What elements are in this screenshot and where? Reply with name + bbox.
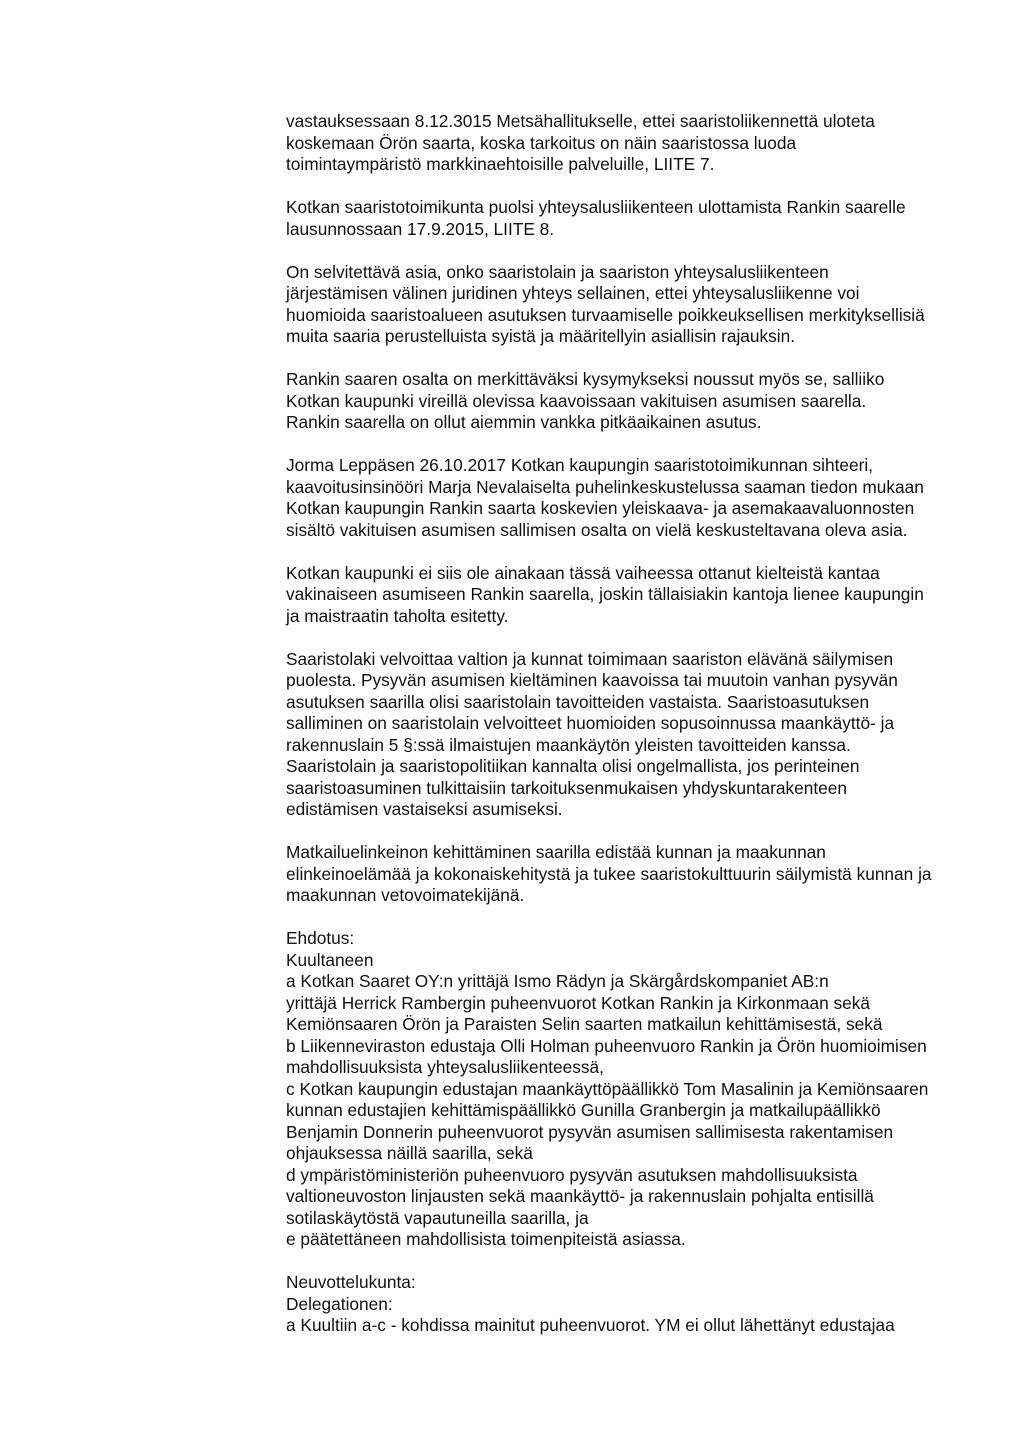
text-line: a Kuultiin a-c - kohdissa mainitut puheenvuorot. YM ei ollut lähettänyt edustajaa (286, 1315, 895, 1335)
text-line: mahdollisuuksista yhteysalusliikenteessä, (286, 1057, 604, 1077)
text-line: elinkeinoelämää ja kokonaiskehitystä ja tukee saaristokulttuurin säilymistä kunnan ja (286, 863, 932, 884)
paragraph (286, 842, 996, 907)
text-line: Kuultaneen (286, 949, 374, 970)
text-line: Saaristolaki velvoittaa valtion ja kunnat toimimaan saariston elävänä säilymisen (286, 648, 894, 669)
text-line: Saaristolain ja saaristopolitiikan kannalta olisi ongelmallista, jos perinteinen (286, 756, 860, 776)
paragraph (286, 928, 996, 1251)
text-line: ohjauksessa näillä saarilla, sekä (286, 1143, 533, 1163)
text-line: edistämisen vastaiseksi asumiseksi. (286, 799, 563, 819)
text-line: Kotkan saaristotoimikunta puolsi yhteysalusliikenteen ulottamista Rankin saarelle (286, 197, 906, 217)
text-line: On selvitettävä asia, onko saaristolain ja saariston yhteysalusliikenteen (286, 261, 829, 282)
text-line: valtioneuvoston linjausten sekä maankäyttö- ja rakennuslain pohjalta entisillä (286, 1186, 874, 1206)
text-line: Kotkan kaupunki vireillä olevissa kaavoissaan vakituisen asumisen saarella. (286, 390, 867, 411)
text-line: vastauksessaan 8.12.3015 Metsähallitukselle, ettei saaristoliikennettä uloteta (286, 111, 875, 131)
text-line: d ympäristöministeriön puheenvuoro pysyvän asutuksen mahdollisuuksista (286, 1164, 858, 1185)
text-line: yrittäjä Herrick Rambergin puheenvuorot Kotkan Rankin ja Kirkonmaan sekä (286, 992, 871, 1013)
text-line: maakunnan vetovoimatekijänä. (286, 885, 525, 905)
text-line: Rankin saarella on ollut aiemmin vankka pitkäaikainen asutus. (286, 412, 762, 432)
paragraph (286, 455, 996, 541)
text-line: Rankin saaren osalta on merkittäväksi kysymykseksi noussut myös se, salliiko (286, 369, 885, 389)
text-line: lausunnossaan 17.9.2015, LIITE 8. (286, 218, 555, 239)
text-line: sotilaskäytöstä vapautuneilla saarilla, ja (286, 1207, 589, 1228)
text-line: toimintaympäristö markkinaehtoisille palveluille, LIITE 7. (286, 154, 715, 174)
paragraph (286, 369, 996, 434)
text-line: e päätettäneen mahdollisista toimenpiteistä asiassa. (286, 1229, 686, 1249)
text-line: Delegationen: (286, 1293, 393, 1314)
text-line: puolesta. Pysyvän asumisen kieltäminen kaavoissa tai muutoin vanhan pysyvän (286, 670, 898, 690)
text-line: järjestämisen välinen juridinen yhteys sellainen, ettei yhteysalusliikenne voi (286, 283, 860, 303)
paragraph (286, 1272, 996, 1337)
text-line: vakinaiseen asumiseen Rankin saarella, joskin tällaisiakin kantoja lienee kaupungin (286, 584, 924, 604)
text-line: b Liikenneviraston edustaja Olli Holman puheenvuoro Rankin ja Örön huomioimisen (286, 1035, 927, 1056)
text-line: ja maistraatin taholta esitetty. (286, 605, 509, 626)
paragraph (286, 649, 996, 821)
text-line: koskemaan Örön saarta, koska tarkoitus on näin saaristossa luoda (286, 132, 797, 153)
paragraph (286, 197, 996, 240)
text-line: salliminen on saaristolain velvoitteet huomioiden sopusoinnussa maankäyttö- ja (286, 713, 895, 733)
text-line: kaavoitusinsinööri Marja Nevalaiselta puhelinkeskustelussa saaman tiedon mukaan (286, 476, 924, 497)
text-line: Benjamin Donnerin puheenvuorot pysyvän asumisen sallimisesta rakentamisen (286, 1121, 894, 1142)
text-line: Kotkan kaupunki ei siis ole ainakaan tässä vaiheessa ottanut kielteistä kantaa (286, 562, 880, 583)
paragraph (286, 111, 996, 176)
text-line: saaristoasuminen tulkittaisiin tarkoituksenmukaisen yhdyskuntarakenteen (286, 777, 847, 798)
text-line: sisältö vakituisen asumisen sallimisen osalta on vielä keskusteltavana oleva asia. (286, 519, 908, 540)
document-body (286, 111, 996, 1358)
text-line: c Kotkan kaupungin edustajan maankäyttöpäällikkö Tom Masalinin ja Kemiönsaaren (286, 1078, 929, 1099)
text-line: Matkailuelinkeinon kehittäminen saarilla edistää kunnan ja maakunnan (286, 842, 826, 862)
paragraph (286, 563, 996, 628)
text-line: Kemiönsaaren Örön ja Paraisten Selin saarten matkailun kehittämisestä, sekä (286, 1014, 883, 1034)
text-line: kunnan edustajien kehittämispäällikkö Gunilla Granbergin ja matkailupäällikkö (286, 1100, 881, 1120)
text-line: Kotkan kaupungin Rankin saarta koskevien yleiskaava- ja asemakaavaluonnosten (286, 498, 915, 518)
text-line: rakennuslain 5 §:ssä ilmaistujen maankäytön yleisten tavoitteiden kanssa. (286, 734, 851, 755)
text-line: a Kotkan Saaret OY:n yrittäjä Ismo Rädyn ja Skärgårdskompaniet AB:n (286, 971, 829, 991)
text-line: Neuvottelukunta: (286, 1272, 416, 1292)
paragraph (286, 262, 996, 348)
text-line: muita saaria perustelluista syistä ja määritellyin asiallisin rajauksin. (286, 326, 796, 346)
text-line: Ehdotus: (286, 928, 355, 948)
text-line: asutuksen saarilla olisi saaristolain tavoitteiden vastaista. Saaristoasutuksen (286, 691, 870, 712)
text-line: huomioida saaristoalueen asutuksen turvaamiselle poikkeuksellisen merkityksellisiä (286, 304, 925, 325)
text-line: Jorma Leppäsen 26.10.2017 Kotkan kaupungin saaristotoimikunnan sihteeri, (286, 455, 873, 475)
